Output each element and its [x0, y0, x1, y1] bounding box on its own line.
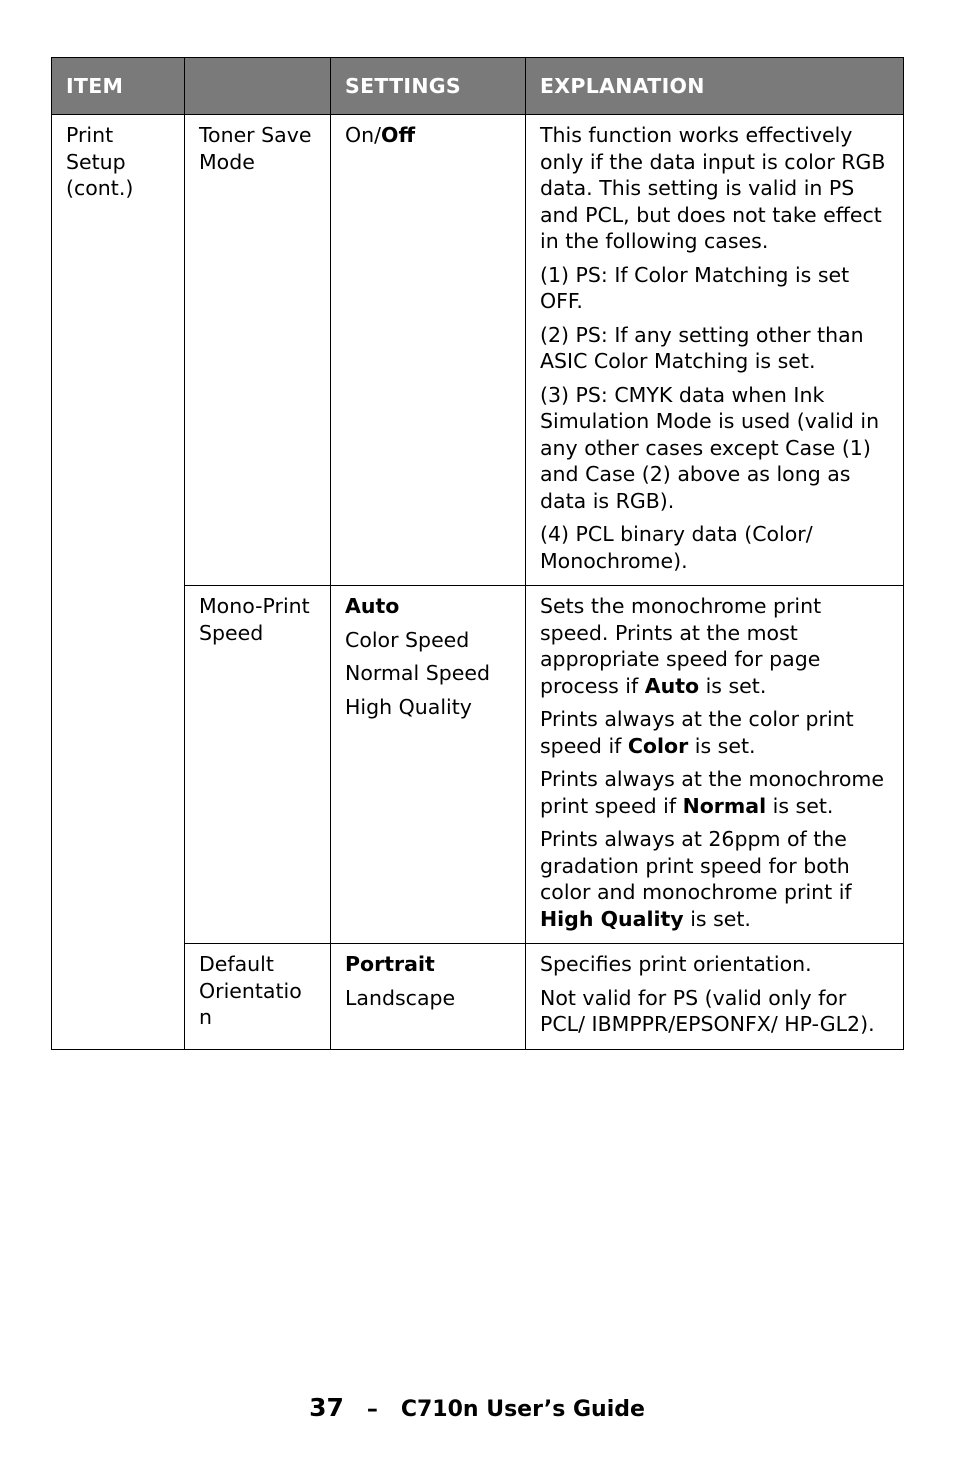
setting-name-default-orientation: Default Orientatio n [185, 944, 331, 1050]
page-footer [0, 1393, 954, 1422]
text: Prints always at the monochrome print speed if [540, 767, 884, 818]
page-number: 37 [309, 1393, 344, 1422]
explanation-paragraph: (2) PS: If any setting other than ASIC Color Matching is set. [540, 322, 864, 373]
setting-default: Off [381, 123, 416, 147]
settings-table [51, 57, 904, 1050]
setting-name-text: Mono-Print Speed [199, 594, 310, 645]
guide-title: C710n User’s Guide [400, 1397, 645, 1422]
text-bold: Color [627, 733, 689, 758]
explanation-paragraph: (3) PS: CMYK data when Ink Simulation Mode is used (valid in any other cases except Case (1) and Case (2) above as long as data is RGB). [540, 382, 880, 513]
setting-name-mono-print-speed [185, 586, 331, 944]
explanation-toner-save-mode [526, 115, 904, 586]
settings-default-orientation [331, 944, 526, 1050]
text-bold: Auto [644, 673, 700, 698]
explanation-paragraph [540, 593, 889, 699]
explanation-paragraph: Specifies print orientation. [540, 952, 812, 976]
setting-value: On/ [345, 123, 382, 147]
table-header-row [52, 58, 904, 115]
text: is set. [688, 733, 756, 758]
text: Prints always at the color print speed if [540, 707, 854, 758]
text: is set. [683, 906, 751, 931]
setting-default: Portrait [345, 952, 435, 976]
explanation-mono-print-speed [526, 586, 904, 944]
header-item: ITEM [52, 58, 185, 115]
explanation-paragraph: This function works effectively only if the data input is color RGB data. This setting is valid in PS and PCL, but does not take effect in the following cases. [540, 123, 886, 253]
text: Sets the monochrome print speed. Prints at the most appropriate speed for page process if [540, 594, 822, 698]
text: Prints always at 26ppm of the gradation print speed for both color and monochrome print if [540, 827, 852, 904]
text: is set. [766, 793, 834, 818]
explanation-paragraph [540, 706, 889, 759]
setting-value: Normal Speed [345, 661, 490, 685]
table-row-toner-save-mode [52, 115, 904, 586]
setting-name-toner-save-mode: Toner Save Mode [185, 115, 331, 586]
text-bold: Normal [682, 793, 767, 818]
explanation-paragraph [540, 766, 889, 819]
setting-value: High Quality [345, 694, 472, 719]
setting-value: Landscape [345, 985, 456, 1010]
item-cell: Print Setup (cont.) [52, 115, 185, 1050]
setting-value: Color Speed [345, 627, 470, 652]
footer-separator: – [366, 1397, 378, 1422]
settings-mono-print-speed [331, 586, 526, 944]
text: is set. [699, 673, 767, 698]
text-bold: High Quality [540, 906, 684, 931]
explanation-paragraph [540, 826, 889, 932]
explanation-paragraph: (1) PS: If Color Matching is set OFF. [540, 262, 850, 313]
header-settings: SETTINGS [331, 58, 526, 115]
explanation-default-orientation [526, 944, 904, 1050]
settings-toner-save-mode [331, 115, 526, 586]
explanation-paragraph: Not valid for PS (valid only for PCL/ IBMPPR/EPSONFX/ HP-GL2). [540, 985, 875, 1036]
header-explanation: EXPLANATION [526, 58, 904, 115]
explanation-paragraph: (4) PCL binary data (Color/ Monochrome). [540, 522, 813, 573]
setting-default: Auto [345, 594, 400, 618]
header-sub [185, 58, 331, 115]
